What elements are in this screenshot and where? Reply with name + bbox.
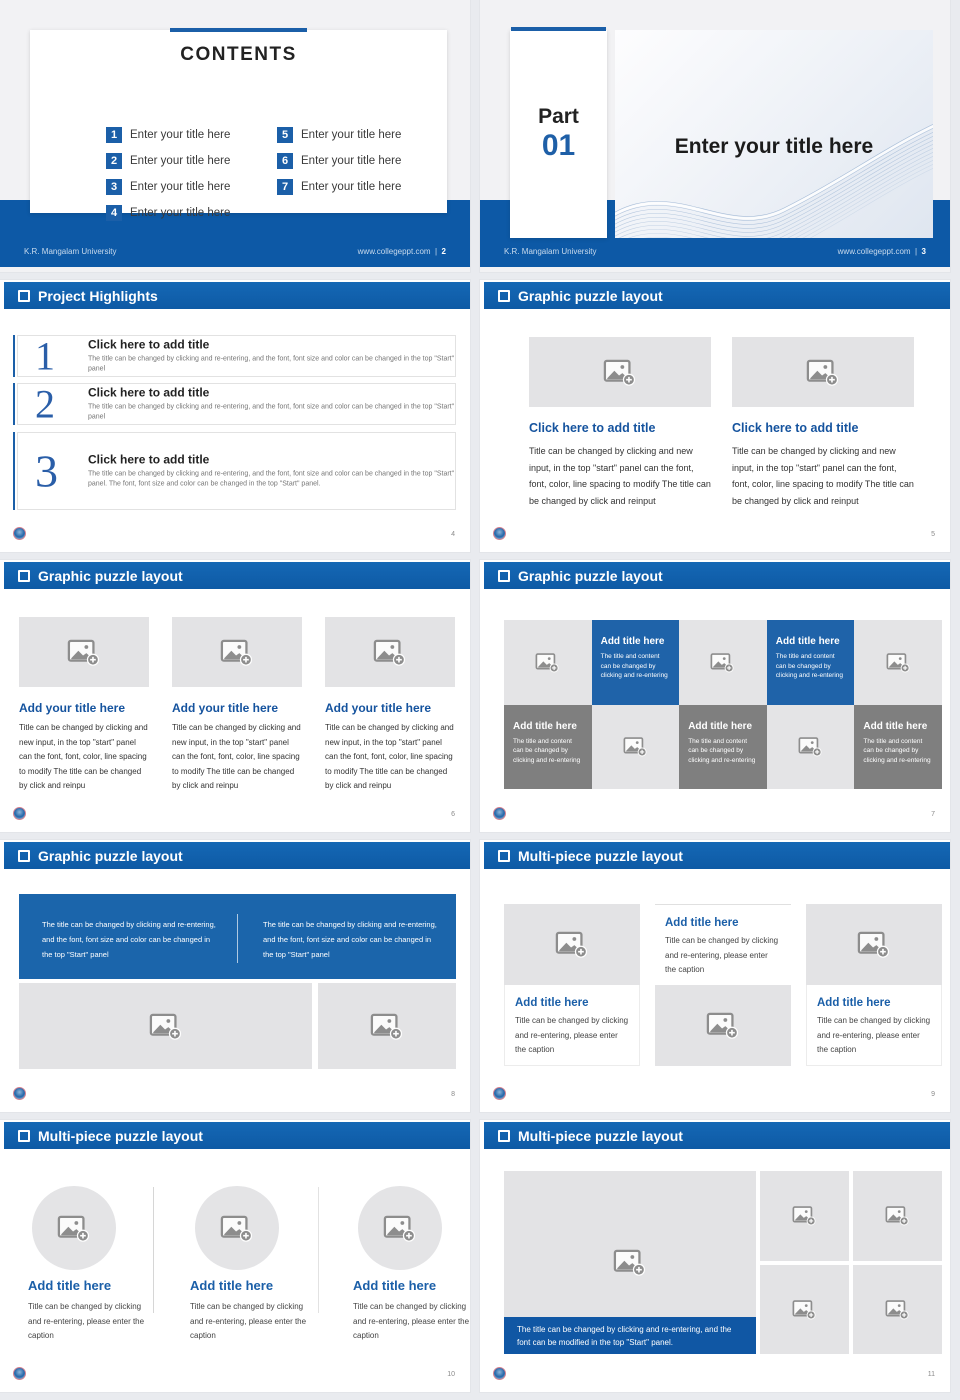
image-placeholder-icon	[613, 1248, 647, 1276]
tile-title: Add title here	[863, 720, 928, 732]
card-body: Title can be changed by clicking and new input, in the top "start" panel can the font, font, color, line spacing to modify The title can be changed by click and reinpu	[325, 723, 454, 790]
accent-vline	[13, 432, 15, 510]
item-number-badge: 7	[277, 179, 293, 195]
slide-title: Multi-piece puzzle layout	[518, 1127, 683, 1144]
square-bullet-icon	[498, 850, 510, 862]
image-placeholder-icon	[149, 1012, 183, 1040]
tile-body: The title and content can be changed by clicking and re-entering	[863, 737, 931, 764]
cell-body: Title can be changed by clicking and re-entering, please enter the caption	[665, 936, 779, 974]
text-tile	[504, 705, 592, 790]
row-text	[88, 453, 456, 490]
image-placeholder	[760, 1265, 849, 1355]
slide-header-bar	[484, 1122, 950, 1149]
image-placeholder-icon	[885, 1299, 910, 1320]
card-body: Title can be changed by clicking and new input, in the top "start" panel can the font, font, color, line spacing to modify The title can be changed by click and reinpu	[19, 723, 148, 790]
row-title: Click here to add title	[88, 452, 210, 467]
page-number: 6	[451, 811, 455, 818]
image-placeholder	[760, 1171, 849, 1261]
text-cell	[806, 985, 942, 1066]
card-body: Title can be changed by clicking and re-entering, please enter the caption	[28, 1302, 145, 1340]
slide-footer	[480, 247, 950, 256]
university-logo	[493, 527, 506, 540]
slide-title: Graphic puzzle layout	[38, 567, 183, 584]
image-placeholder	[854, 620, 942, 705]
part-label: Part	[538, 105, 579, 128]
square-bullet-icon	[18, 1130, 30, 1142]
cell-body: Title can be changed by clicking and re-entering, please enter the caption	[515, 1016, 629, 1054]
image-placeholder-icon	[220, 638, 254, 666]
slide-header-bar	[4, 562, 470, 589]
university-logo	[13, 527, 26, 540]
image-placeholder-circle	[358, 1186, 442, 1270]
slide-header-bar	[484, 282, 950, 309]
square-bullet-icon	[498, 290, 510, 302]
slide-project-highlights[interactable]	[0, 280, 470, 552]
image-placeholder	[19, 617, 149, 687]
page-number: 8	[451, 1091, 455, 1098]
slide-header-bar	[4, 282, 470, 309]
banner-text: The title can be changed by clicking and re-entering, and the font, font size and color can be changed in the top "Start" panel	[263, 920, 437, 959]
square-bullet-icon	[498, 570, 510, 582]
contents-card	[30, 30, 447, 219]
image-placeholder-icon	[603, 358, 637, 386]
image-placeholder-icon	[67, 638, 101, 666]
row-title: Click here to add title	[88, 337, 210, 352]
image-placeholder	[679, 620, 767, 705]
text-cell	[655, 904, 791, 985]
footer-site: www.collegeppt.com	[357, 247, 431, 256]
page-number: 10	[447, 1371, 455, 1378]
image-placeholder-icon	[885, 1205, 910, 1226]
image-placeholder	[172, 617, 302, 687]
card-title: Add title here	[28, 1278, 112, 1293]
text-cell	[504, 985, 640, 1066]
row-number: 3	[35, 445, 58, 497]
tile-grid	[504, 620, 942, 789]
image-placeholder-icon	[383, 1214, 417, 1242]
contents-item	[106, 153, 230, 169]
image-placeholder	[806, 904, 942, 985]
item-label: Enter your title here	[301, 181, 402, 193]
row-title: Click here to add title	[88, 385, 210, 400]
image-placeholder	[732, 337, 914, 407]
page-number: 4	[451, 531, 455, 538]
section-hero	[615, 30, 933, 238]
column-divider	[153, 1187, 154, 1313]
image-placeholder-icon	[792, 1299, 817, 1320]
contents-column-left	[106, 127, 230, 231]
contents-column-right	[277, 127, 401, 205]
image-placeholder-icon	[623, 736, 648, 757]
page-number: 5	[931, 531, 935, 538]
image-placeholder-circle	[32, 1186, 116, 1270]
slide-header-bar	[484, 562, 950, 589]
page-number: 3	[921, 247, 926, 256]
item-number-badge: 3	[106, 179, 122, 195]
slide-graphic-puzzle-3col[interactable]	[0, 560, 470, 832]
image-placeholder	[504, 620, 592, 705]
cell-title: Add title here	[665, 917, 739, 929]
row-number: 2	[35, 381, 55, 427]
university-logo	[13, 1087, 26, 1100]
item-number-badge: 6	[277, 153, 293, 169]
square-bullet-icon	[18, 570, 30, 582]
puzzle-card	[732, 337, 914, 507]
text-tile	[679, 705, 767, 790]
banner-divider	[237, 914, 238, 963]
item-number-badge: 2	[106, 153, 122, 169]
card-title: Add your title here	[325, 701, 432, 715]
footer-separator: |	[915, 247, 918, 256]
tile-title: Add title here	[513, 720, 577, 732]
puzzle-card	[172, 617, 302, 790]
image-placeholder	[767, 705, 855, 790]
slide-title: Graphic puzzle layout	[518, 567, 663, 584]
slide-graphic-puzzle-banner[interactable]	[0, 840, 470, 1112]
image-placeholder	[592, 705, 680, 790]
slide-footer	[0, 247, 470, 256]
slide-title: Project Highlights	[38, 287, 158, 304]
item-label: Enter your title here	[301, 129, 402, 141]
item-number-badge: 5	[277, 127, 293, 143]
card-title: Add title here	[190, 1278, 274, 1293]
row-text	[88, 338, 456, 375]
item-number-badge: 4	[106, 205, 122, 221]
highlight-row	[0, 335, 470, 377]
slide-header-bar	[484, 842, 950, 869]
image-placeholder-icon	[555, 930, 589, 958]
image-placeholder	[655, 985, 791, 1066]
slide-graphic-puzzle-tiles[interactable]	[480, 560, 950, 832]
item-label: Enter your title here	[130, 129, 231, 141]
tile-title: Add title here	[600, 636, 665, 647]
slide-contents[interactable]	[0, 0, 470, 272]
puzzle-column	[504, 904, 640, 1066]
contents-item	[277, 127, 401, 143]
item-label: Enter your title here	[130, 155, 231, 167]
page-number: 9	[931, 1091, 935, 1098]
contents-item	[277, 153, 401, 169]
square-bullet-icon	[498, 1130, 510, 1142]
banner-text: The title can be changed by clicking and re-entering, and the font, font size and color can be changed in the top "Start" panel	[42, 920, 216, 959]
footer-separator: |	[435, 247, 438, 256]
image-placeholder-icon	[706, 1011, 740, 1039]
slide-section-part-01[interactable]	[480, 0, 950, 272]
card-body: Title can be changed by clicking and re-entering, please enter the caption	[353, 1302, 470, 1340]
text-tile	[767, 620, 855, 705]
row-body: The title can be changed by clicking and re-entering, and the font, font size and color can be changed in the top "Start" panel	[88, 355, 455, 373]
card-title: Add your title here	[19, 701, 126, 715]
image-placeholder-icon	[710, 652, 735, 673]
slide-title: Graphic puzzle layout	[38, 847, 183, 864]
caption-box: The title can be changed by clicking and re-entering, and the font can be modified in the top "Start" panel.	[504, 1317, 756, 1354]
tile-title: Add title here	[775, 636, 840, 647]
item-label: Enter your title here	[130, 207, 231, 219]
card-body: Title can be changed by clicking and new input, in the top "start" panel can the font, font, color, line spacing to modify The title can be changed by click and reinput	[529, 446, 711, 506]
image-placeholder	[853, 1265, 942, 1355]
page-number: 2	[441, 247, 446, 256]
slide-title: Multi-piece puzzle layout	[518, 847, 683, 864]
university-logo	[13, 1367, 26, 1380]
slide-header-bar	[4, 1122, 470, 1149]
item-label: Enter your title here	[301, 155, 402, 167]
slide-multipiece-grid[interactable]	[480, 1120, 950, 1392]
card-body: Title can be changed by clicking and re-entering, please enter the caption	[190, 1302, 307, 1340]
university-logo	[493, 1087, 506, 1100]
image-placeholder	[529, 337, 711, 407]
footer-site-page	[838, 247, 926, 256]
image-placeholder-icon	[535, 652, 560, 673]
footer-university: K.R. Mangalam University	[504, 247, 597, 256]
university-logo	[493, 807, 506, 820]
cell-title: Add title here	[817, 997, 891, 1009]
image-placeholder-icon	[886, 652, 911, 673]
title-accent-line	[170, 28, 307, 32]
image-placeholder-icon	[798, 736, 823, 757]
tile-title: Add title here	[688, 720, 753, 732]
slide-title: Multi-piece puzzle layout	[38, 1127, 203, 1144]
page-number: 7	[931, 811, 935, 818]
row-body: The title can be changed by clicking and re-entering, and the font, font size and color can be changed in the top "Start" panel. The font, font size and color can be changed in the top "Start" panel.	[88, 470, 455, 488]
cell-title: Add title here	[515, 997, 589, 1009]
image-placeholder-icon	[370, 1012, 404, 1040]
row-body: The title can be changed by clicking and re-entering, and the font, font size and color can be changed in the top "Start" panel	[88, 403, 455, 421]
tile-body: The title and content can be changed by clicking and re-entering	[600, 653, 668, 679]
contents-title: CONTENTS	[180, 44, 297, 65]
image-placeholder	[19, 983, 312, 1069]
tile-body: The title and content can be changed by clicking and re-entering	[775, 653, 843, 679]
text-tile	[854, 705, 942, 790]
contents-item	[106, 179, 230, 195]
image-placeholder-icon	[857, 930, 891, 958]
tile-body: The title and content can be changed by clicking and re-entering	[688, 737, 756, 764]
part-card	[510, 30, 607, 238]
puzzle-column	[806, 904, 942, 1066]
highlight-row	[0, 432, 470, 510]
accent-vline	[13, 383, 15, 425]
footer-site: www.collegeppt.com	[837, 247, 911, 256]
accent-vline	[13, 335, 15, 377]
square-bullet-icon	[18, 290, 30, 302]
part-number: 01	[541, 129, 576, 162]
card-title: Click here to add title	[529, 421, 656, 435]
row-number: 1	[35, 333, 55, 379]
contents-item	[106, 127, 230, 143]
image-placeholder-icon	[792, 1205, 817, 1226]
card-body: Title can be changed by clicking and new input, in the top "start" panel can the font, font, color, line spacing to modify The title can be changed by click and reinpu	[172, 723, 301, 790]
tile-body: The title and content can be changed by clicking and re-entering	[513, 737, 581, 764]
card-title: Add title here	[353, 1278, 437, 1293]
university-logo	[13, 807, 26, 820]
image-placeholder-icon	[806, 358, 840, 386]
contents-item	[106, 205, 230, 221]
image-placeholder-icon	[220, 1214, 254, 1242]
slide-header-bar	[4, 842, 470, 869]
footer-site-page	[358, 247, 446, 256]
puzzle-column	[655, 904, 791, 1066]
slide-graphic-puzzle-2col[interactable]	[480, 280, 950, 552]
image-placeholder	[853, 1171, 942, 1261]
cell-body: Title can be changed by clicking and re-entering, please enter the caption	[817, 1016, 931, 1054]
title-accent-line	[511, 27, 606, 31]
row-text	[88, 386, 456, 423]
item-number-badge: 1	[106, 127, 122, 143]
image-grid	[760, 1171, 942, 1354]
text-tile	[592, 620, 680, 705]
image-placeholder	[504, 904, 640, 985]
image-placeholder-icon	[57, 1214, 91, 1242]
slide-multipiece-alt[interactable]	[480, 840, 950, 1112]
slide-title: Graphic puzzle layout	[518, 287, 663, 304]
puzzle-card	[325, 617, 455, 790]
banner-box	[19, 894, 456, 979]
university-logo	[493, 1367, 506, 1380]
puzzle-card	[529, 337, 711, 507]
card-body: Title can be changed by clicking and new input, in the top "start" panel can the font, font, color, line spacing to modify The title can be changed by click and reinput	[732, 446, 914, 506]
slide-multipiece-circles[interactable]	[0, 1120, 470, 1392]
square-bullet-icon	[18, 850, 30, 862]
footer-university: K.R. Mangalam University	[24, 247, 117, 256]
column-divider	[318, 1187, 319, 1313]
image-placeholder-circle	[195, 1186, 279, 1270]
image-placeholder-icon	[373, 638, 407, 666]
highlight-row	[0, 383, 470, 425]
section-title: Enter your title here	[674, 135, 874, 158]
image-placeholder	[325, 617, 455, 687]
puzzle-card	[19, 617, 149, 790]
page-number: 11	[927, 1371, 935, 1378]
contents-item	[277, 179, 401, 195]
card-title: Add your title here	[172, 701, 279, 715]
item-label: Enter your title here	[130, 181, 231, 193]
image-placeholder	[318, 983, 456, 1069]
card-title: Click here to add title	[732, 421, 859, 435]
